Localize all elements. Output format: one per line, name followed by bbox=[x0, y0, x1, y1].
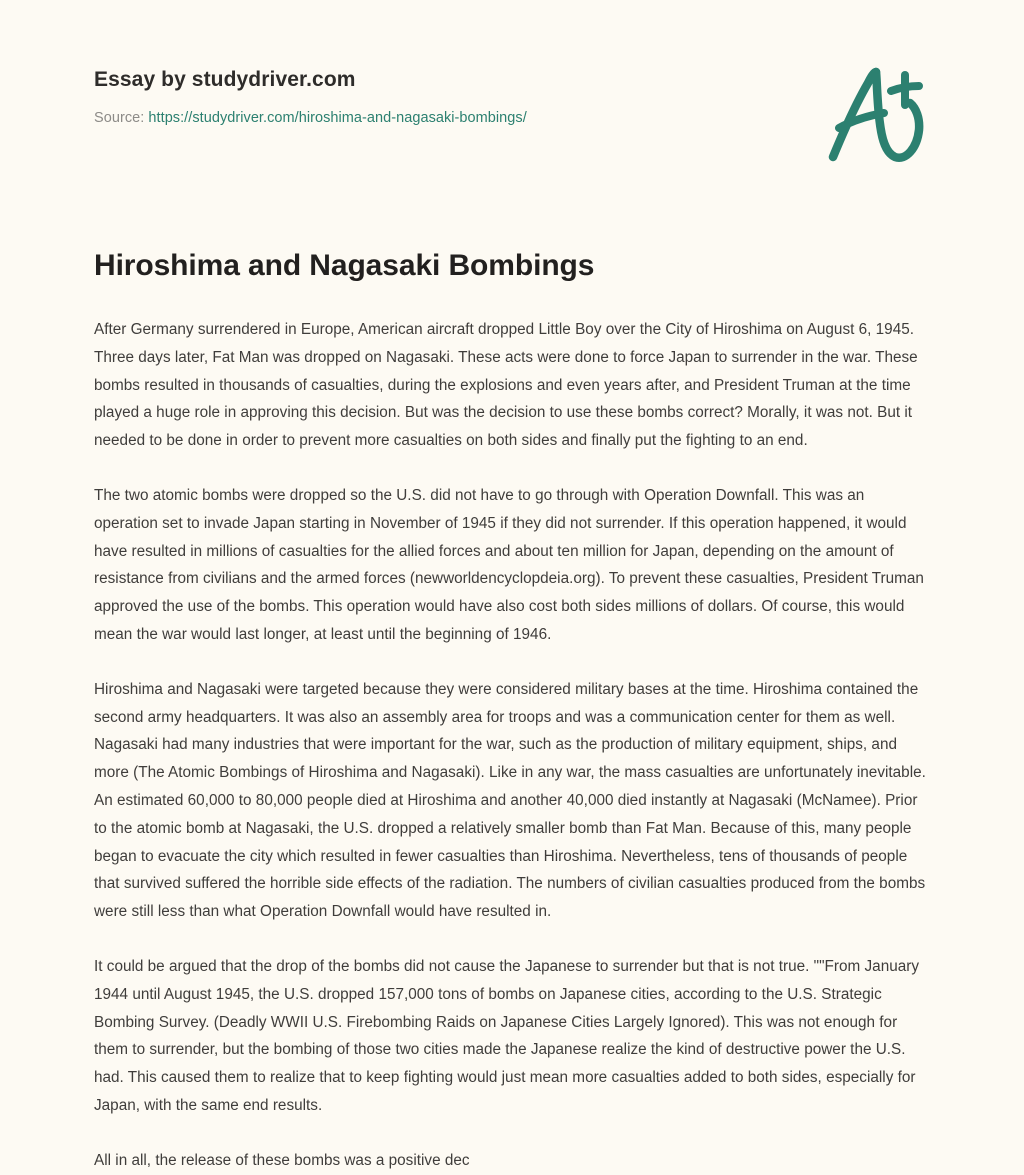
paragraph-truncated: All in all, the release of these bombs was a positive dec bbox=[94, 1151, 470, 1169]
essay-body bbox=[94, 316, 932, 1175]
paragraph: After Germany surrendered in Europe, American aircraft dropped Little Boy over the City of Hiroshima on August 6, 1945. Three days later, Fat Man was dropped on Nagasaki. These acts were done to force Japan to surrender in the war. These bombs resulted in thousands of casualties, during the explosions and even years after, and President Truman at the time played a huge role in approving this decision. But was the decision to use these bombs correct? Morally, it was not. But it needed to be done in order to prevent more casualties on both sides and finally put the fighting to an end. bbox=[94, 321, 918, 450]
a-plus-logo bbox=[818, 58, 934, 174]
page-title: Hiroshima and Nagasaki Bombings bbox=[94, 249, 595, 282]
paragraph: The two atomic bombs were dropped so the U.S. did not have to go through with Operation Downfall. This was an operation set to invade Japan starting in November of 1945 if they did not surrender. If this operation happened, it would have resulted in millions of casualties for the allied forces and about ten million for Japan, depending on the amount of resistance from civilians and the armed forces (newworldencyclopdeia.org). To prevent these casualties, President Truman approved the use of the bombs. This operation would have also cost both sides millions of dollars. Of course, this would mean the war would last longer, at least until the beginning of 1946. bbox=[94, 486, 924, 643]
paragraph: It could be argued that the drop of the bombs did not cause the Japanese to surrender but that is not true. ""From January 1944 until August 1945, the U.S. dropped 157,000 tons of bombs on Japanese cities, according to the U.S. Strategic Bombing Survey. (Deadly WWII U.S. Firebombing Raids on Japanese Cities Largely Ignored). This was not enough for them to surrender, but the bombing of those two cities made the Japanese realize the kind of destructive power the U.S. had. This caused them to realize that to keep fighting would just mean more casualties added to both sides, especially for Japan, with the same end results. bbox=[94, 957, 920, 1114]
source-label: Source: bbox=[94, 110, 145, 126]
a-plus-logo-icon bbox=[818, 58, 934, 174]
paragraph: Hiroshima and Nagasaki were targeted because they were considered military bases at the time. Hiroshima contained the second army headquarters. It was also an assembly area for troops and was a communication center for them as well. Nagasaki had many industries that were important for the war, such as the production of military equipment, ships, and more (The Atomic Bombings of Hiroshima and Nagasaki). Like in any war, the mass casualties are unfortunately inevitable. An estimated 60,000 to 80,000 people died at Hiroshima and another 40,000 died instantly at Nagasaki (McNamee). Prior to the atomic bomb at Nagasaki, the U.S. dropped a relatively smaller bomb than Fat Man. Because of this, many people began to evacuate the city which resulted in fewer casualties than Hiroshima. Nevertheless, tens of thousands of people that survived suffered the horrible side effects of the radiation. The numbers of civilian casualties produced from the bombs were still less than what Operation Downfall would have resulted in. bbox=[94, 680, 926, 921]
source-url-link[interactable]: https://studydriver.com/hiroshima-and-nagasaki-bombings/ bbox=[148, 110, 527, 126]
source-line bbox=[94, 94, 934, 128]
brand-byline: Essay by studydriver.com bbox=[94, 68, 356, 91]
page-header bbox=[94, 66, 934, 128]
